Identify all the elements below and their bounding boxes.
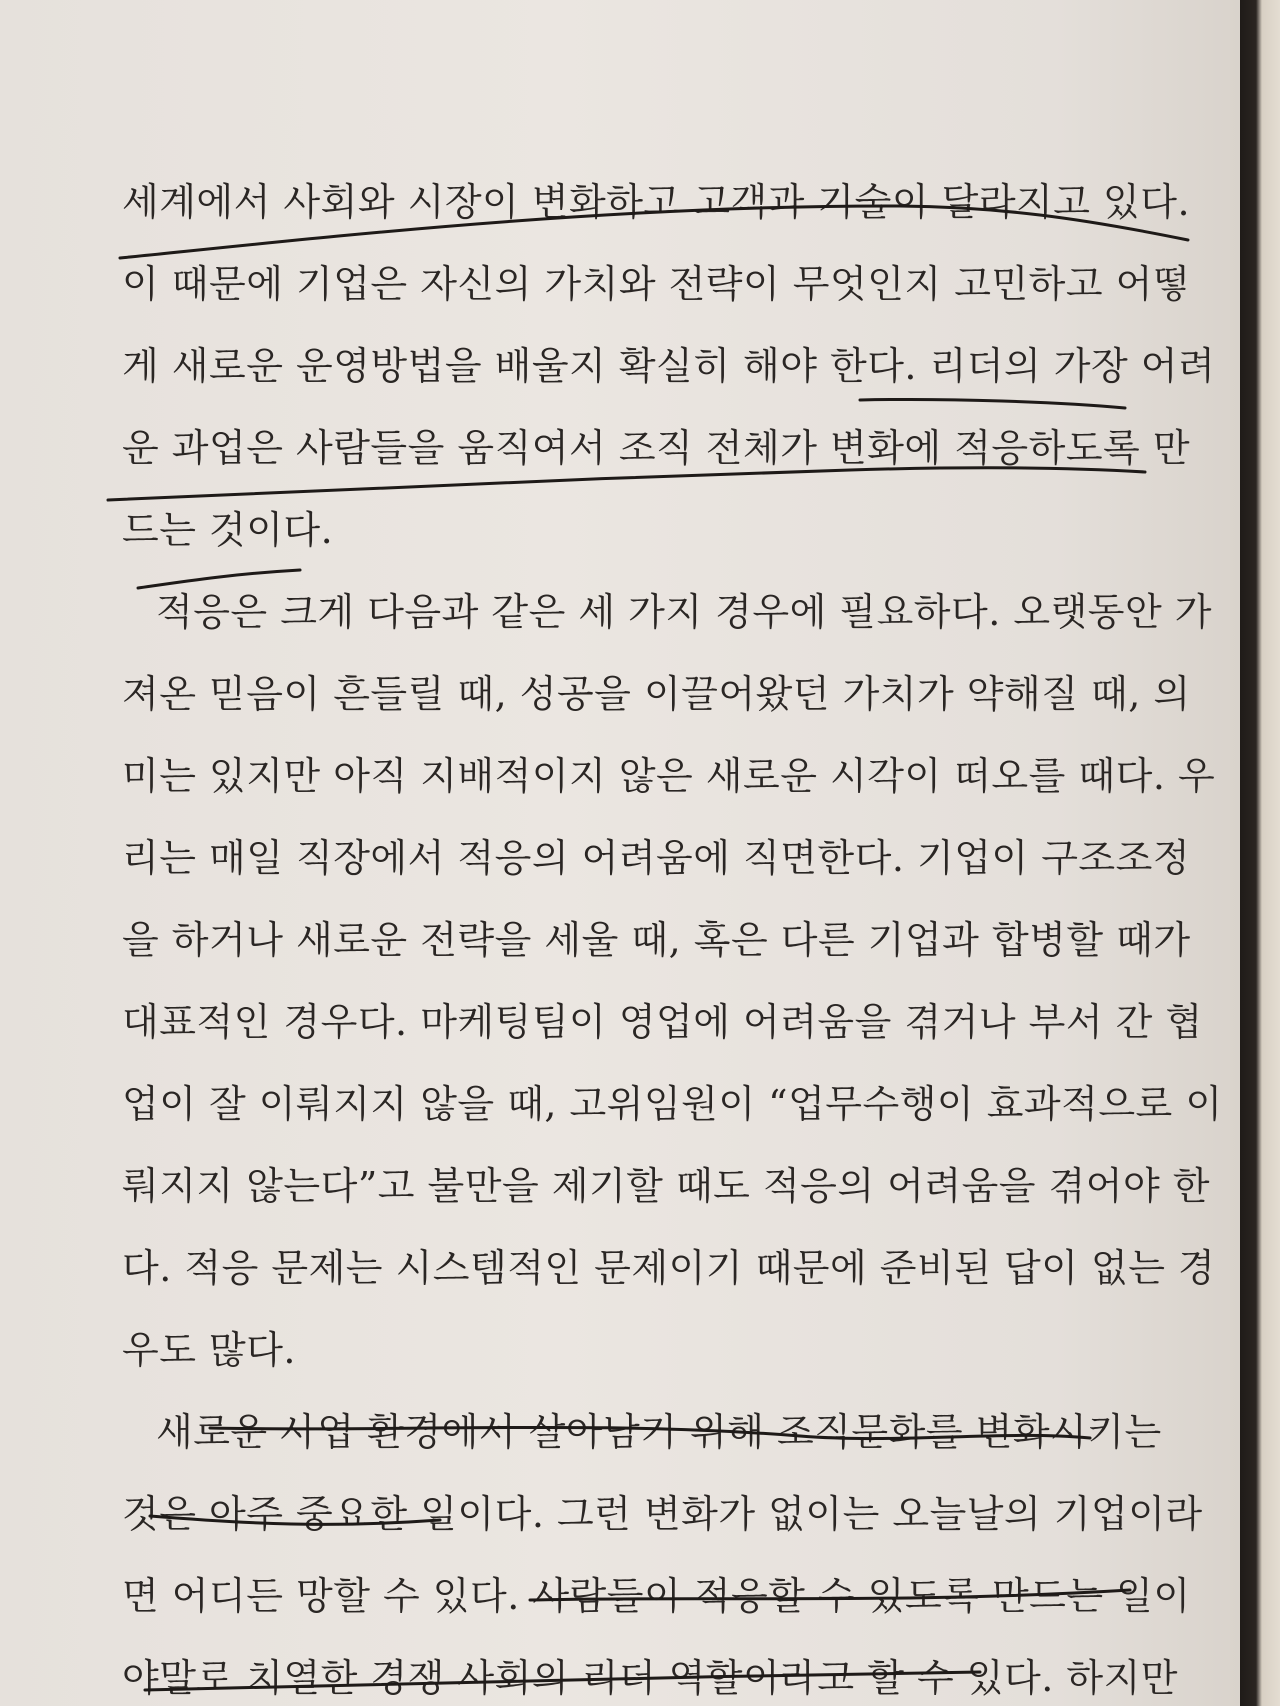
underline-mark [860,399,1125,408]
text-line: 다. 적응 문제는 시스템적인 문제이기 때문에 준비된 답이 없는 경 [122,1246,1216,1290]
text-line: 미는 있지만 아직 지배적이지 않은 새로운 시각이 떠오를 때다. 우 [122,754,1216,798]
text-line: 우도 많다. [122,1328,296,1372]
text-line: 세계에서 사회와 시장이 변화하고 고객과 기술이 달라지고 있다. [122,180,1191,224]
text-line: 뤄지지 않는다”고 불만을 제기할 때도 적응의 어려움을 겪어야 한 [122,1164,1210,1208]
text-line: 새로운 사업 환경에서 살아남기 위해 조직문화를 변화시키는 [156,1410,1162,1454]
text-line: 적응은 크게 다음과 같은 세 가지 경우에 필요하다. 오랫동안 가 [156,590,1212,634]
text-line: 것은 아주 중요한 일이다. 그런 변화가 없이는 오늘날의 기업이라 [122,1492,1203,1536]
book-page-edge [1240,0,1280,1706]
text-line: 게 새로운 운영방법을 배울지 확실히 해야 한다. 리더의 가장 어려 [122,344,1216,388]
text-line: 대표적인 경우다. 마케팅팀이 영업에 어려움을 겪거나 부서 간 협 [122,1000,1203,1044]
text-line: 야말로 치열한 경쟁 사회의 리더 역할이라고 할 수 있다. 하지만 [122,1656,1178,1700]
text-line: 져온 믿음이 흔들릴 때, 성공을 이끌어왔던 가치가 약해질 때, 의 [122,672,1191,716]
text-line: 운 과업은 사람들을 움직여서 조직 전체가 변화에 적응하도록 만 [122,426,1191,470]
text-line: 이 때문에 기업은 자신의 가치와 전략이 무엇인지 고민하고 어떻 [122,262,1191,306]
text-line: 을 하거나 새로운 전략을 세울 때, 혹은 다른 기업과 합병할 때가 [122,918,1191,962]
text-line: 업이 잘 이뤄지지 않을 때, 고위임원이 “업무수행이 효과적으로 이 [122,1082,1223,1126]
text-line: 면 어디든 망할 수 있다. 사람들이 적응할 수 있도록 만드는 일이 [122,1574,1191,1618]
text-line: 리는 매일 직장에서 적응의 어려움에 직면한다. 기업이 구조조정 [122,836,1191,880]
text-line: 드는 것이다. [122,508,334,552]
